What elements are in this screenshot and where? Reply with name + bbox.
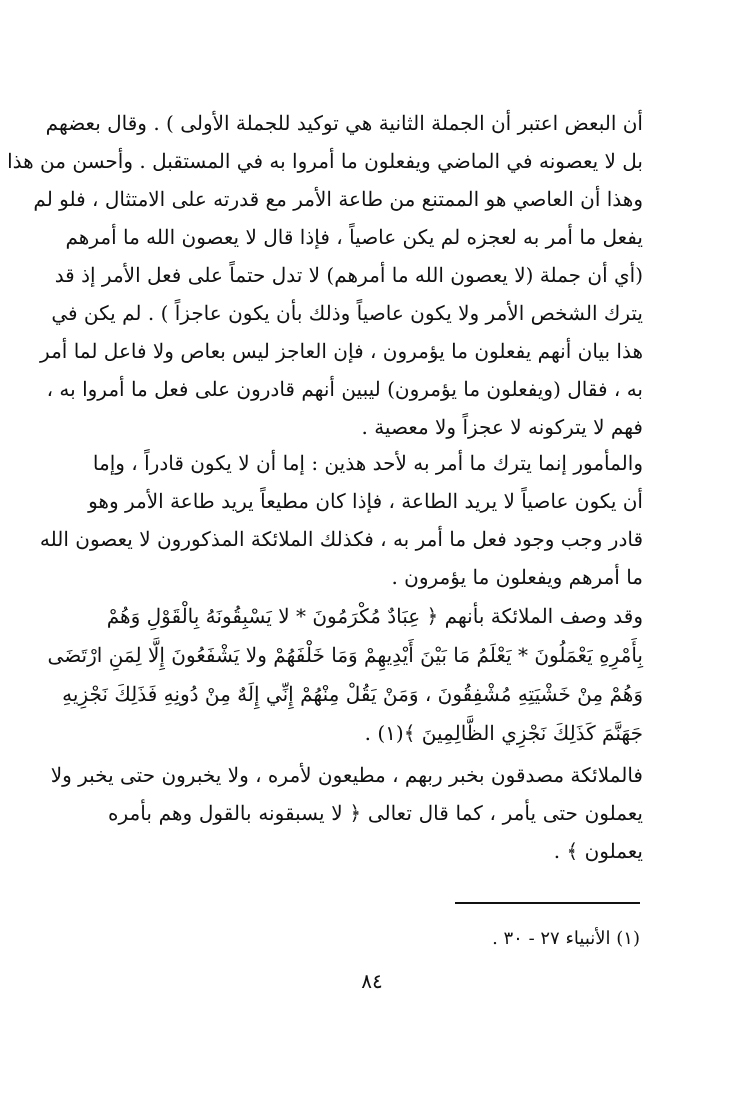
text-line: (أي أن جملة (لا يعصون الله ما أمرهم) لا تدل حتماً على فعل الأمر إذ قد [54,263,643,287]
text-line: والمأمور إنما يترك ما أمر به لأحد هذين : إما أن لا يكون قادراً ، وإما [92,451,643,475]
text-line: وهذا أن العاصي هو الممتنع من طاعة الأمر مع قدرته على الامتثال ، فلو لم [33,187,643,211]
text-line: فالملائكة مصدقون بخبر ربهم ، مطيعون لأمره ، ولا يخبرون حتى يخبر ولا [50,763,643,787]
paragraph-4 [50,756,643,870]
paragraph-1 [7,104,643,446]
text-line: بل لا يعصونه في الماضي ويفعلون ما أمروا به في المستقبل . وأحسن من هذا [7,149,643,173]
text-line: وَهُمْ مِنْ خَشْيَتِهِ مُشْفِقُونَ ، وَمَنْ يَقُلْ مِنْهُمْ إِنِّي إِلَهٌ مِنْ دُونِهِ فَذَلِكَ نَجْزِيهِ [62,682,643,706]
text-line: أن يكون عاصياً لا يريد الطاعة ، فإذا كان مطيعاً يريد طاعة الأمر وهو [88,489,643,513]
footnote: (١) الأنبياء ٢٧ - ٣٠ . [492,928,640,949]
text-line: هذا بيان أنهم يفعلون ما يؤمرون ، فإن العاجز ليس بعاص ولا فاعل لما أمر [40,339,643,363]
text-line: ما أمرهم ويفعلون ما يؤمرون . [391,565,643,589]
footnote-separator [455,902,640,904]
text-line: جَهَنَّمَ كَذَلِكَ نَجْزِي الظَّالِمِينَ ﴾(١) . [364,721,643,745]
text-line: يترك الشخص الأمر ولا يكون عاصياً وذلك بأن يكون عاجزاً ) . لم يكن في [51,301,643,325]
text-line: قادر وجب وجود فعل ما أمر به ، فكذلك الملائكة المذكورون لا يعصون الله [39,527,643,551]
text-line: به ، فقال (ويفعلون ما يؤمرون) ليبين أنهم قادرون على فعل ما أمروا به ، [46,377,643,401]
page-number: ٨٤ [361,969,383,993]
text-line: فهم لا يتركونه لا عجزاً ولا معصية . [361,415,643,439]
paragraph-3-quran-verse [47,597,643,753]
text-line: يعملون ﴾ . [553,839,643,863]
paragraph-2 [39,444,643,596]
text-line: يفعل ما أمر به لعجزه لم يكن عاصياً ، فإذا قال لا يعصون الله ما أمرهم [65,225,643,249]
text-line: بِأَمْرِهِ يَعْمَلُونَ * يَعْلَمُ مَا بَيْنَ أَيْدِيهِمْ وَمَا خَلْفَهُمْ ولا يَشْفَعُونَ إِلَّا لِمَنِ ارْتَضَى [47,643,643,667]
text-line: يعملون حتى يأمر ، كما قال تعالى ﴿ لا يسبقونه بالقول وهم بأمره [108,801,643,825]
text-line: أن البعض اعتبر أن الجملة الثانية هي توكيد للجملة الأولى ) . وقال بعضهم [45,111,643,135]
text-line: وقد وصف الملائكة بأنهم ﴿ عِبَادٌ مُكْرَمُونَ * لا يَسْبِقُونَهُ بِالْقَوْلِ وَهُمْ [106,604,643,628]
